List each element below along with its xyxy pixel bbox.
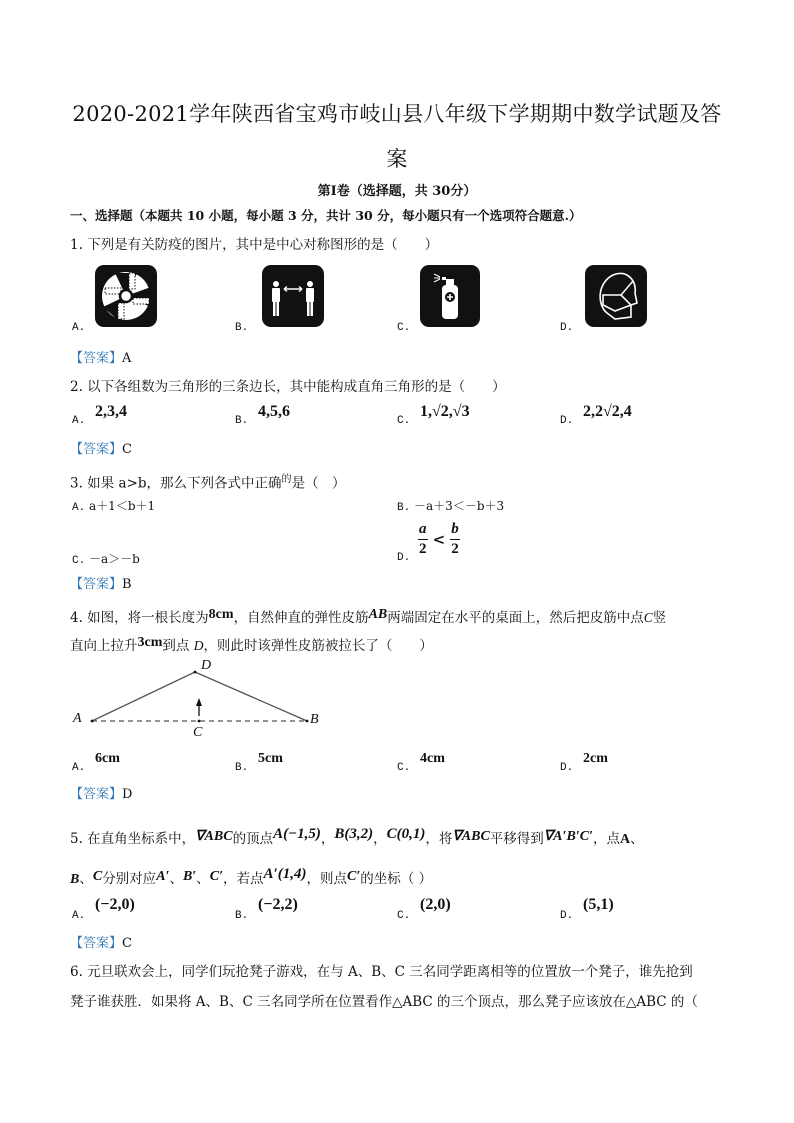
q2-option-d-label: D. xyxy=(560,415,574,427)
fraction-b-over-2: $\frac{b}{2}$ xyxy=(451,521,459,557)
q2-option-b-label: B. xyxy=(235,415,249,427)
q1-option-b-label: B. xyxy=(235,322,249,334)
q4-figure-triangle xyxy=(70,655,330,745)
point-d-label: D xyxy=(201,658,212,673)
q2-option-a-label: A. xyxy=(72,415,86,427)
q4-option-b-label: B. xyxy=(235,762,249,774)
q4-option-a-label: A. xyxy=(72,762,86,774)
volume-heading: 第Ⅰ卷（选择题，共 30分） xyxy=(317,184,477,199)
answer-tag: 【答案】 xyxy=(70,936,123,951)
q3-option-a-label: A. xyxy=(72,502,86,514)
q3-option-d-value xyxy=(418,522,460,557)
q1-option-c-label: C. xyxy=(397,322,411,334)
sanitizer-spray-icon[interactable] xyxy=(420,265,480,327)
q4-option-c-label: C. xyxy=(397,762,411,774)
question-5-line2: B、C分别对应A′、B′、C′，若点A′(1,4)，则点C′的坐标（ ） xyxy=(70,866,433,887)
section-heading: 一、选择题（本题共 10 小题，每小题 3 分，共计 30 分，每小题只有一个选项符合题意.） xyxy=(70,208,582,223)
answer-tag: 【答案】 xyxy=(70,787,123,802)
q3-answer xyxy=(70,573,132,592)
question-5-line1: 5. 在直角坐标系中，∇ABC的顶点A(−1,5)，B(3,2)，C(0,1)，将∇ABC平移得到∇A′B′C′，点A、 xyxy=(70,826,644,847)
question-6-line1: 6. 元旦联欢会上，同学们玩抢凳子游戏，在与 A、B、C 三名同学距离相等的位置放一个凳子，谁先抢到 xyxy=(70,964,693,980)
point-b-label: B xyxy=(310,712,319,727)
question-4-line1: 4. 如图，将一根长度为8cm，自然伸直的弹性皮筋AB两端固定在水平的桌面上，然后把皮筋中点C竖 xyxy=(70,607,667,626)
q5-option-a-value: (−2,0) xyxy=(95,896,135,913)
q4-option-b-value: 5cm xyxy=(258,751,283,766)
answer-tag: 【答案】 xyxy=(70,351,123,366)
q1-option-a-label: A. xyxy=(72,322,86,334)
q5-option-a-label: A. xyxy=(72,910,86,922)
q5-option-c-value: (2,0) xyxy=(420,896,451,913)
q4-option-a-value: 6cm xyxy=(95,751,120,766)
q4-option-d-label: D. xyxy=(560,762,574,774)
q3-stem-sup: 的 xyxy=(281,474,292,485)
q4-option-d-value: 2cm xyxy=(583,751,608,766)
document-title-line2: 案 xyxy=(386,147,408,171)
q2-option-d-value: 2,2√2,4 xyxy=(583,403,632,420)
q3-option-c-label: C. xyxy=(72,555,86,567)
question-3-stem xyxy=(70,470,345,492)
q2-option-c-value: 1,√2,√3 xyxy=(420,403,470,420)
point-a-label: A xyxy=(73,711,82,726)
point-c-label: C xyxy=(193,725,203,740)
q2-answer xyxy=(70,438,132,457)
q5-option-d-value: (5,1) xyxy=(583,896,614,913)
q3-option-b-value: －a＋3＜－b＋3 xyxy=(414,499,505,513)
q3-stem-part1: 3. 如果 a>b，那么下列各式中正确 xyxy=(70,475,282,492)
q4-answer-value: D xyxy=(122,787,133,802)
q5-answer xyxy=(70,932,132,951)
q5-option-d-label: D. xyxy=(560,910,574,922)
q5-option-b-value: (−2,2) xyxy=(258,896,298,913)
q3-stem-part2: 是（ ） xyxy=(291,475,346,492)
q2-option-c-label: C. xyxy=(397,415,411,427)
q3-option-c xyxy=(72,550,140,567)
q3-answer-value: B xyxy=(122,577,132,592)
question-2-stem: 2. 以下各组数为三角形的三条边长，其中能构成直角三角形的是（ ） xyxy=(70,379,506,395)
social-distance-icon[interactable] xyxy=(262,265,324,327)
q5-option-b-label: B. xyxy=(235,910,249,922)
q1-answer-value: A xyxy=(122,351,132,366)
q2-answer-value: C xyxy=(122,442,132,457)
length-3cm: 3cm xyxy=(137,635,163,650)
question-4-line2: 直向上拉升3cm到点 D，则此时该弹性皮筋被拉长了（ ） xyxy=(70,635,433,654)
answer-tag: 【答案】 xyxy=(70,577,123,592)
q2-option-a-value: 2,3,4 xyxy=(95,403,127,420)
q3-option-b-label: B. xyxy=(397,502,411,514)
face-mask-icon[interactable] xyxy=(585,265,647,327)
q2-option-b-value: 4,5,6 xyxy=(258,403,290,420)
q1-option-d-label: D. xyxy=(560,322,574,334)
q3-option-a xyxy=(72,497,155,514)
q3-option-b xyxy=(397,497,504,514)
q5-answer-value: C xyxy=(122,936,132,951)
fraction-a-over-2: $\frac{a}{2}$ xyxy=(419,521,427,557)
fan-ventilation-icon[interactable] xyxy=(95,265,157,327)
q4-answer xyxy=(70,783,132,802)
question-1-stem: 1. 下列是有关防疫的图片，其中是中心对称图形的是（ ） xyxy=(70,237,439,253)
question-6-line2: 凳子谁获胜．如果将 A、B、C 三名同学所在位置看作△ABC 的三个顶点，那么凳子应该放在△ABC 的（ xyxy=(70,994,698,1010)
document-title-line1: 2020-2021学年陕西省宝鸡市岐山县八年级下学期期中数学试题及答 xyxy=(72,102,722,126)
answer-tag: 【答案】 xyxy=(70,442,123,457)
q3-option-a-value: a＋1＜b＋1 xyxy=(89,499,156,513)
q3-option-c-value: －a＞－b xyxy=(89,552,140,566)
segment-ab: AB xyxy=(368,607,388,622)
q1-answer xyxy=(70,347,131,366)
length-8cm: 8cm xyxy=(208,607,234,622)
q4-option-c-value: 4cm xyxy=(420,751,445,766)
q3-option-d-label: D. xyxy=(397,552,411,564)
less-than-sign: < xyxy=(432,530,446,549)
q5-option-c-label: C. xyxy=(397,910,411,922)
